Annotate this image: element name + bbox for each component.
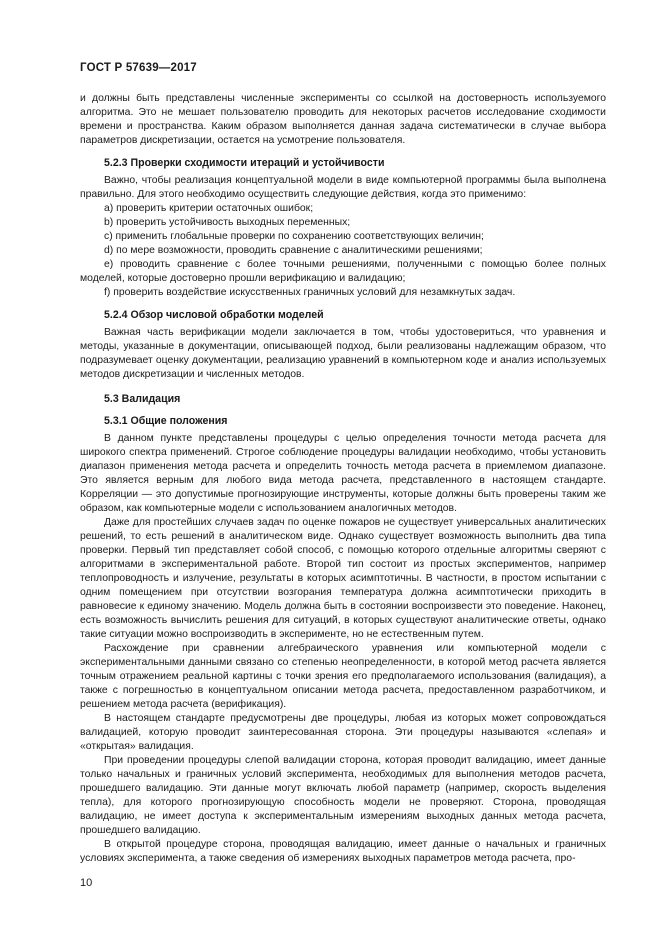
paragraph: Даже для простейших случаев задач по оценке пожаров не существует универсальных аналитических решений, то есть решений в аналитическом виде. Однако существует возможность выполнить два типа проверки. Первый тип представляет собой способ, с помощью которого отдельные алгоритмы сверяют с алгоритмами в экспериментальной работе. Второй тип состоит из простых экспериментов, например теплопроводность и излучение, результаты в которых асимптотичны. В частности, в простом испытании с одним помещением при отсутствии возгорания температура должна асимптотически приходить в равновесие к единому значению. Модель должна быть в состоянии воспроизвести это поведение. Наконец, есть возможность вычислить решения для ситуаций, в которых существуют аналитические ответы, однако такие ситуации можно воспроизводить в эксперименте, но не естественным путем.	[80, 517, 606, 640]
section-5-2-3-lead: Важно, чтобы реализация концептуальной модели в виде компьютерной программы была выполнена правильно. Для этого необходимо осуществить следующие действия, когда это применимо:	[80, 175, 606, 200]
page-number: 10	[80, 877, 93, 889]
document-body	[80, 92, 606, 866]
list-item: d) по мере возможности, проводить сравнение с аналитическими решениями;	[104, 245, 483, 256]
section-5-3-1-title: 5.3.1 Общие положения	[104, 415, 228, 427]
list-item: e) проводить сравнение с более точными решениями, полученными с помощью более полных моделей, которые достоверно прошли верификацию и валидацию;	[80, 259, 606, 284]
section-5-2-4-text: Важная часть верификации модели заключается в том, чтобы удостовериться, что уравнения и методы, указанные в документации, описывающей подход, были реализованы надлежащим образом, что подразумевает оценку документации, реализацию уравнений в компьютерном коде и анализ используемых методов дискретизации и численных методов.	[80, 327, 606, 380]
paragraph: В настоящем стандарте предусмотрены две процедуры, любая из которых может сопровождаться валидацией, которую проводит заинтересованная сторона. Эти процедуры называются «слепая» и «открытая» валидация.	[80, 713, 606, 752]
list-item: b) проверить устойчивость выходных переменных;	[104, 217, 351, 228]
paragraph: Расхождение при сравнении алгебраического уравнения или компьютерной модели с экспериментальными данными связано со степенью неопределенности, в которой метод расчета является точным отражением реальной картины с точки зрения его предполагаемого использования (валидация), а также с погрешностью в концептуальном описании метода расчета, предоставленном разработчиком, и решением метода расчета (верификация).	[80, 643, 606, 710]
list-item: c) применить глобальные проверки по сохранению соответствующих величин;	[104, 231, 484, 242]
section-5-2-3-list	[80, 202, 606, 300]
list-item: f) проверить воздействие искусственных граничных условий для незамкнутых задач.	[104, 287, 516, 298]
paragraph: В открытой процедуре сторона, проводящая валидацию, имеет данные о начальных и граничных условиях эксперимента, а также сведения об измерениях выходных параметров метода расчета, про-	[80, 839, 606, 864]
section-5-2-4-title: 5.2.4 Обзор числовой обработки моделей	[104, 309, 324, 321]
paragraph: В данном пункте представлены процедуры с целью определения точности метода расчета для широкого спектра применений. Строгое соблюдение процедуры валидации необходимо, чтобы установить диапазон применения метода расчета и определить точность метода расчета в приемлемом диапазоне. Это является верным для любого вида метода расчета, представленного в настоящем стандарте. Корреляции — это допустимые прогнозирующие инструменты, которые должны быть проверены таким же образом, как компьютерные модели с использованием аналогичных методов.	[80, 433, 606, 514]
paragraph: При проведении процедуры слепой валидации сторона, которая проводит валидацию, имеет данные только начальных и граничных условий эксперимента, необходимых для выполнения методов расчета, прошедшего валидацию. Эти данные могут включать любой параметр (например, скорость выделения тепла), для которого прогнозирующую способность модели не проверяют. Сторона, проводящая валидацию, не имеет доступа к экспериментальным измерениям выходных данных метода расчета, прошедшего валидацию.	[80, 755, 606, 836]
list-item: a) проверить критерии остаточных ошибок;	[104, 203, 314, 214]
document-id: ГОСТ Р 57639—2017	[80, 62, 197, 74]
section-5-2-3-title: 5.2.3 Проверки сходимости итераций и устойчивости	[104, 157, 385, 169]
section-5-3-title: 5.3 Валидация	[104, 393, 181, 405]
intro-paragraph: и должны быть представлены численные эксперименты со ссылкой на достоверность используемого алгоритма. Это не мешает пользователю проводить для некоторых расчетов исследование сходимости времени и пространства. Каким образом выполняется данная задача систематически в случае выбора параметров дискретизации, остается на усмотрение пользователя.	[80, 93, 606, 146]
